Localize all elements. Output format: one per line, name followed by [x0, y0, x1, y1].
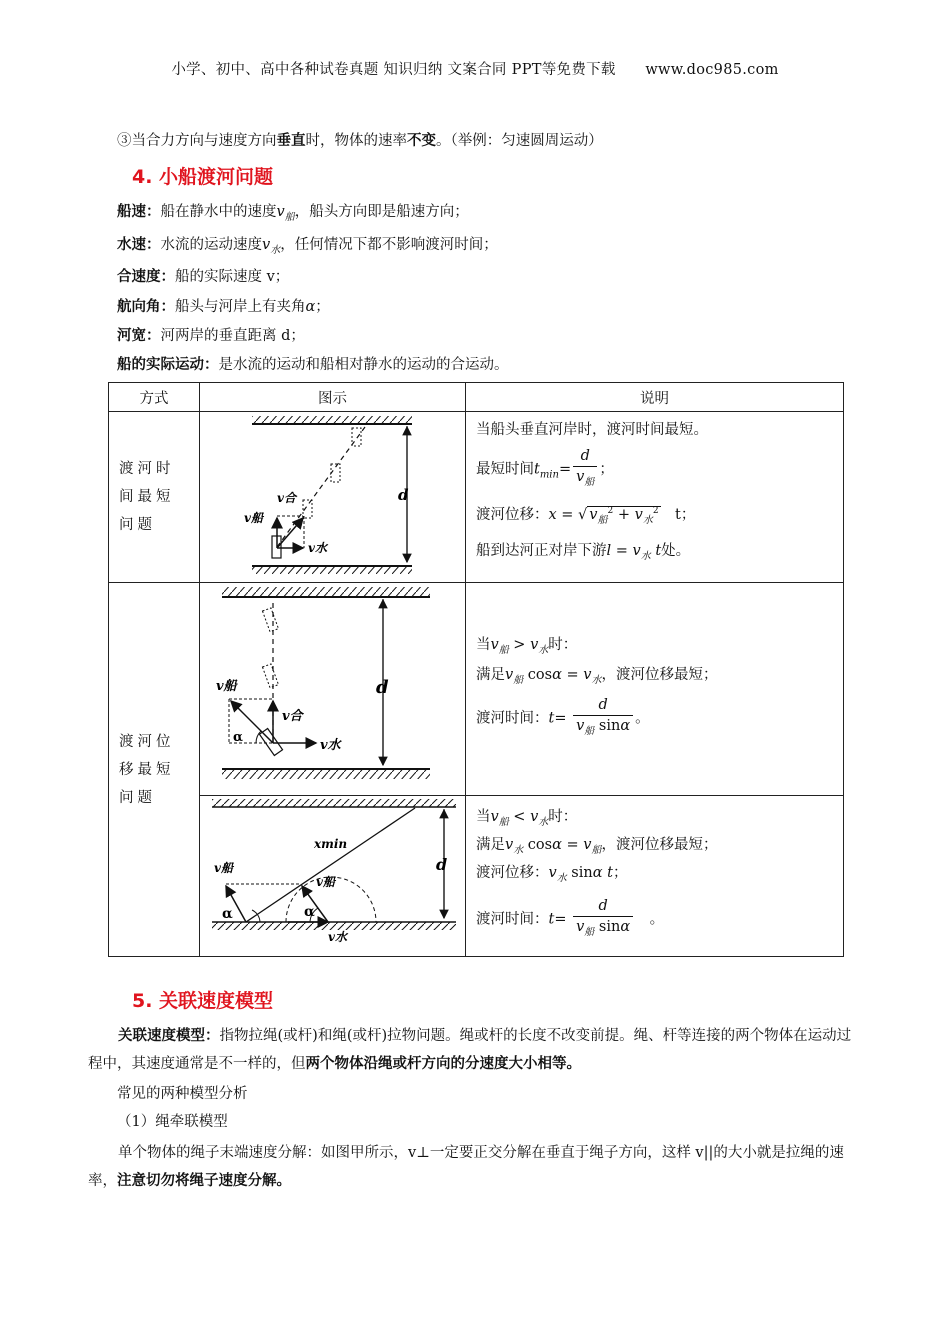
river-crossing-table — [108, 382, 844, 957]
label-d: d — [398, 486, 409, 504]
def-actual-motion: 船的实际运动：是水流的运动和船相对静水的运动的合运动。 — [117, 356, 509, 373]
section5-rope-model: （1）绳牵联模型 — [117, 1114, 228, 1130]
desc3-line4: 渡河时间：t= $\frac{d}{v_船 \sin\alpha}$ 。 — [476, 897, 665, 938]
desc-shortest-distance-a — [466, 583, 844, 796]
label-v-water-2: v水 — [320, 738, 341, 753]
th-mode: 方式 — [109, 383, 200, 412]
desc1-line2: 最短时间$t_{min}=$ $\frac{d}{v_船}$ ； — [476, 448, 614, 488]
diagram-shortest-time — [200, 412, 466, 583]
diagram-shortest-distance-b — [200, 796, 466, 957]
label-alpha-3b: α — [304, 904, 315, 920]
label-v-water-3: v水 — [328, 930, 347, 944]
label-v-boat-3b: v船 — [316, 875, 335, 889]
diagram-2-svg — [200, 583, 466, 791]
def-water-speed: 水速：水流的运动速度$v_水$，任何情况下都不影响渡河时间； — [117, 236, 498, 256]
desc-shortest-distance-b — [466, 796, 844, 957]
section-4-title: 4. 小船渡河问题 — [132, 166, 274, 188]
section5-subtitle: 常见的两种模型分析 — [117, 1086, 248, 1102]
desc1-line4: 船到达河正对岸下游$l = v_水$ t处。 — [476, 542, 691, 562]
label-v-total: v合 — [277, 491, 296, 505]
desc2-line1: 当$v_船 > v_水$时： — [476, 637, 578, 656]
diagram-shortest-distance-a — [200, 583, 466, 796]
diagram-3-svg — [200, 796, 466, 952]
desc1-line1: 当船头垂直河岸时，渡河时间最短。 — [476, 422, 708, 438]
mode-shortest-time: 渡河时间最短问题 — [109, 412, 200, 583]
boat-ghost-2b — [262, 664, 278, 688]
desc3-line3: 渡河位移：$v_水$ sinα t； — [476, 864, 628, 884]
label-alpha-3: α — [222, 906, 233, 922]
desc1-line3: 渡河位移：x = √ $v_船^2 + v_水^2$ t； — [476, 505, 696, 526]
label-v-boat-2: v船 — [216, 679, 237, 694]
v-total-arrow — [277, 518, 303, 548]
desc2-line2: 满足$v_船$ $\cos\alpha = v_水$，渡河位移最短； — [476, 666, 718, 686]
near-bank-hatch-2 — [222, 769, 430, 779]
alpha-arc-2 — [256, 731, 261, 743]
far-bank-hatch — [252, 416, 412, 424]
label-d-2: d — [376, 677, 389, 698]
label-v-water: v水 — [308, 541, 327, 555]
def-heading-angle: 航向角：船头与河岸上有夹角α； — [117, 298, 330, 315]
desc3-line1: 当$v_船 < v_水$时： — [476, 809, 578, 828]
rule-3: ③当合力方向与速度方向垂直时，物体的速率不变。（举例：匀速圆周运动） — [117, 132, 603, 149]
label-alpha-2: α — [233, 730, 244, 745]
label-v-boat: v船 — [244, 511, 263, 525]
mode-shortest-distance: 渡河位移最短问题 — [109, 583, 200, 957]
def-boat-speed: 船速：船在静水中的速度$v_船$，船头方向即是船速方向； — [117, 203, 469, 223]
near-bank-hatch-3 — [212, 922, 456, 930]
label-v-boat-3: v船 — [214, 861, 233, 875]
th-desc: 说明 — [466, 383, 844, 412]
th-diagram: 图示 — [200, 383, 466, 412]
label-v-total-2: v合 — [282, 709, 303, 724]
page-header: 小学、初中、高中各种试卷真题 知识归纳 文案合同 PPT等免费下载 www.doc985.com — [171, 62, 779, 78]
desc3-line2: 满足$v_水$ $\cos\alpha = v_船$，渡河位移最短； — [476, 836, 718, 856]
label-x-min: xmin — [314, 837, 348, 851]
near-bank-hatch — [252, 566, 412, 574]
section5-paragraph-2: 单个物体的绳子末端速度分解：如图甲所示，v⊥一定要正交分解在垂直于绳子方向，这样 v||的大小就是拉绳的速率，注意切勿将绳子速度分解。 — [88, 1145, 844, 1189]
far-bank-hatch-3 — [212, 799, 456, 807]
diagram-1-svg — [200, 412, 466, 578]
section-5-title: 5. 关联速度模型 — [132, 990, 274, 1012]
label-d-3: d — [436, 855, 448, 874]
boat-ghost-2a — [262, 608, 278, 632]
desc2-line3: 渡河时间：t= $\frac{d}{v_船 \sin\alpha}$ 。 — [476, 696, 650, 737]
x-min-line — [246, 808, 415, 922]
section5-paragraph-1: 关联速度模型：指物拉绳(或杆)和绳(或杆)拉物问题。绳或杆的长度不改变前提。绳、杆等连接的两个物体在运动过程中，其速度通常是不一样的，但两个物体沿绳或杆方向的分速度大小相等。 — [88, 1027, 852, 1072]
def-resultant-speed: 合速度：船的实际速度 v； — [117, 268, 290, 285]
def-river-width: 河宽：河两岸的垂直距离 d； — [117, 327, 305, 344]
far-bank-hatch-2 — [222, 587, 430, 597]
desc-shortest-time — [466, 412, 844, 583]
